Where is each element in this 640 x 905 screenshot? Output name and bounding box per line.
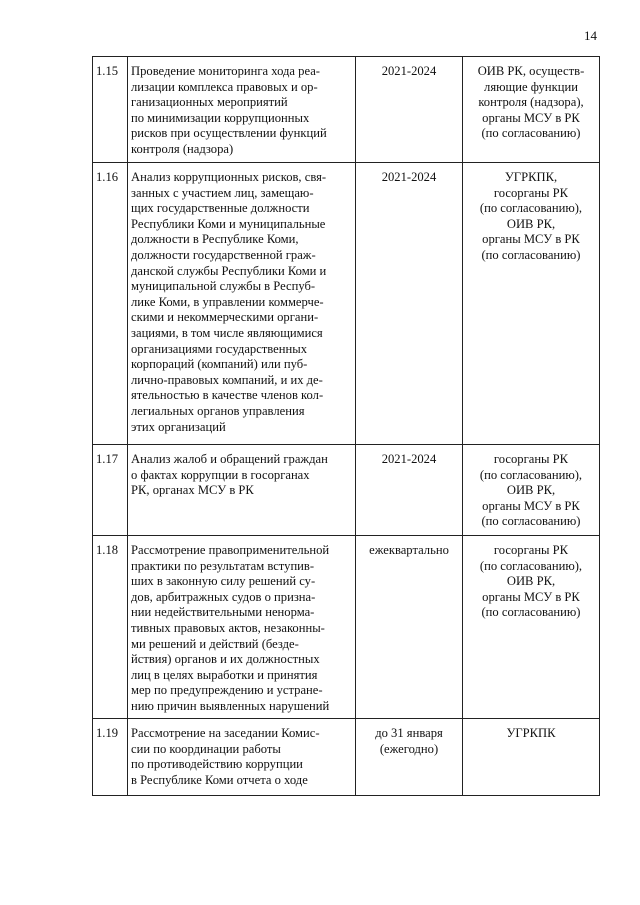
text-line: контроля (надзора) — [131, 141, 234, 156]
text-line: мер по предупреждению и устране- — [131, 683, 323, 698]
text-line: контроля (надзора), — [478, 95, 584, 110]
text-line: муниципальной службы в Респуб- — [131, 279, 316, 294]
responsible — [463, 57, 600, 163]
text-line: скими и некоммерческими органи- — [131, 310, 319, 325]
text-line: дов, арбитражных судов о призна- — [131, 589, 316, 604]
measure-description — [128, 536, 356, 719]
text-line: лизации комплекса правовых и ор- — [131, 79, 318, 94]
item-number: 1.17 — [93, 445, 128, 536]
text-line: госорганы РК — [493, 185, 569, 200]
text-line: щих государственные должности — [131, 201, 310, 216]
text-line: 2021-2024 — [381, 452, 437, 466]
text-line: в Республике Коми отчета о ходе — [131, 772, 308, 787]
text-line: (по согласованию), — [479, 558, 583, 573]
text-line: Анализ жалоб и обращений граждан — [131, 452, 328, 466]
deadline — [356, 536, 463, 719]
text-line: органы МСУ в РК — [482, 589, 580, 604]
text-line: лике Коми, в управлении коммерче- — [131, 294, 324, 309]
text-line: нию причин выявленных нарушений — [131, 698, 330, 713]
text-line: ми решений и действий (безде- — [131, 636, 299, 651]
text-line: ОИВ РК, — [506, 216, 556, 231]
text-line: УГРКПК, — [504, 170, 558, 184]
text-line: (по согласованию) — [481, 605, 581, 620]
text-line: 2021-2024 — [381, 170, 437, 184]
text-line: организациями государственных — [131, 341, 307, 356]
item-number: 1.18 — [93, 536, 128, 719]
text-line: ганизационных мероприятий — [131, 95, 288, 110]
text-line: ших в законную силу решений су- — [131, 574, 316, 589]
text-line: ляющие функции — [484, 79, 578, 94]
text-line: корпораций (компаний) или пуб- — [131, 357, 308, 372]
text-line: лично-правовых компаний, и их де- — [131, 372, 323, 387]
text-line: органы МСУ в РК — [482, 498, 580, 513]
responsible — [463, 719, 600, 796]
text-line: (ежегодно) — [379, 741, 439, 756]
text-line: (по согласованию) — [481, 247, 581, 262]
text-line: Рассмотрение правоприменительной — [131, 543, 330, 557]
text-line: зациями, в том числе являющимися — [131, 325, 323, 340]
measure-description — [128, 163, 356, 445]
text-line: рисков при осуществлении функций — [131, 126, 327, 141]
text-line: (по согласованию), — [479, 467, 583, 482]
text-line: лиц в целях выработки и принятия — [131, 667, 318, 682]
text-line: органы МСУ в РК — [482, 110, 580, 125]
responsible — [463, 163, 600, 445]
deadline — [356, 719, 463, 796]
text-line: йствия) органов и их должностных — [131, 652, 320, 667]
text-line: органы МСУ в РК — [482, 232, 580, 247]
text-line: легиальных органов управления — [131, 403, 305, 418]
text-line: ОИВ РК, — [506, 483, 556, 498]
text-line: Рассмотрение на заседании Комис- — [131, 726, 320, 740]
text-line: ятельностью в качестве членов кол- — [131, 388, 324, 403]
text-line: до 31 января — [375, 726, 443, 740]
text-line: (по согласованию), — [479, 201, 583, 216]
text-line: ежеквартально — [369, 543, 449, 557]
text-line: должности государственной граж- — [131, 247, 316, 262]
text-line: ОИВ РК, — [506, 574, 556, 589]
text-line: 2021-2024 — [381, 64, 437, 78]
text-line: занных с участием лиц, замещаю- — [131, 185, 314, 200]
text-line: ОИВ РК, осуществ- — [477, 64, 585, 78]
table-row — [93, 445, 600, 536]
measure-description — [128, 719, 356, 796]
measure-description — [128, 445, 356, 536]
text-line: РК, органах МСУ в РК — [131, 483, 254, 498]
deadline — [356, 163, 463, 445]
text-line: Проведение мониторинга хода реа- — [131, 64, 320, 78]
text-line: УГРКПК — [506, 726, 556, 740]
item-number: 1.19 — [93, 719, 128, 796]
item-number: 1.15 — [93, 57, 128, 163]
text-line: госорганы РК — [493, 452, 569, 466]
text-line: о фактах коррупции в госорганах — [131, 467, 310, 482]
text-line: сии по координации работы — [131, 741, 281, 756]
text-line: практики по результатам вступив- — [131, 558, 315, 573]
measure-description — [128, 57, 356, 163]
table-row — [93, 536, 600, 719]
text-line: тивных правовых актов, незаконны- — [131, 620, 325, 635]
text-line: по минимизации коррупционных — [131, 110, 310, 125]
text-line: этих организаций — [131, 419, 226, 434]
text-line: нии недействительными ненорма- — [131, 605, 315, 620]
text-line: (по согласованию) — [481, 514, 581, 529]
text-line: Анализ коррупционных рисков, свя- — [131, 170, 327, 184]
item-number: 1.16 — [93, 163, 128, 445]
deadline — [356, 57, 463, 163]
text-line: госорганы РК — [493, 543, 569, 557]
text-line: данской службы Республики Коми и — [131, 263, 327, 278]
text-line: должности в Республике Коми, — [131, 232, 299, 247]
table-row — [93, 57, 600, 163]
responsible — [463, 445, 600, 536]
measures-table — [92, 56, 600, 796]
deadline — [356, 445, 463, 536]
page-number: 14 — [584, 28, 597, 43]
table-row — [93, 719, 600, 796]
text-line: по противодействию коррупции — [131, 757, 303, 772]
text-line: (по согласованию) — [481, 126, 581, 141]
text-line: Республики Коми и муниципальные — [131, 216, 326, 231]
table-row — [93, 163, 600, 445]
responsible — [463, 536, 600, 719]
